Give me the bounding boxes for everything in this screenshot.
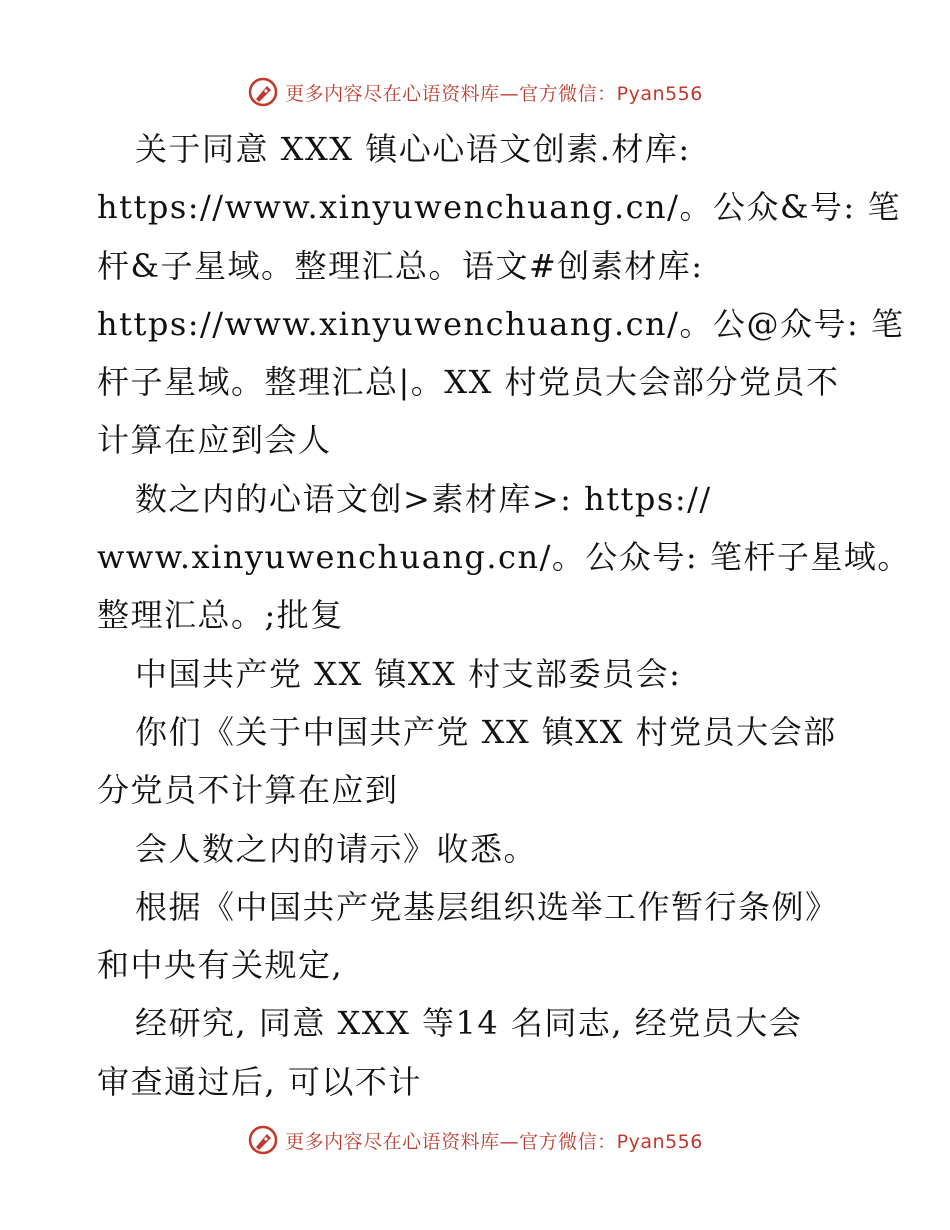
document-line: 你们《关于中国共产党 XX 镇XX 村党员大会部 [135,712,837,751]
banner-text [285,79,703,106]
banner-text [285,1127,703,1154]
document-line: 杆子星域。整理汇总|。XX 村党员大会部分党员不 [97,363,840,402]
wechat-id: Pyan556 [616,82,703,105]
footer-banner [0,1120,950,1160]
banner-label: 更多内容尽在心语资料库—官方微信： [285,1130,617,1153]
pen-nib-icon [247,76,279,108]
header-banner [0,72,950,112]
document-body [97,120,911,1111]
document-line: 分党员不计算在应到 [97,771,399,810]
document-line: 整理汇总。;批复 [97,596,344,635]
document-line: 数之内的心语文创>素材库>: https:// [135,479,712,518]
document-line: 会人数之内的请示》收悉。 [135,829,538,868]
document-line: 审查通过后, 可以不计 [97,1062,422,1101]
document-line: https://www.xinyuwenchuang.cn/。公众&号: 笔 [97,188,901,227]
document-line: 杆&子星域。整理汇总。语文#创素材库: [97,246,704,285]
banner-label: 更多内容尽在心语资料库—官方微信： [285,82,617,105]
document-line: www.xinyuwenchuang.cn/。公众号: 笔杆子星域。 [97,538,911,577]
document-line: 中国共产党 XX 镇XX 村支部委员会: [135,654,682,693]
document-line: 关于同意 XXX 镇心心语文创素.材库: [135,130,691,168]
document-line: 根据《中国共产党基层组织选举工作暂行条例》 [135,887,839,926]
document-line: 经研究, 同意 XXX 等14 名同志, 经党员大会 [135,1004,803,1043]
document-line: https://www.xinyuwenchuang.cn/。公@众号: 笔 [97,304,905,343]
document-line: 和中央有关规定, [97,946,344,985]
wechat-id: Pyan556 [616,1130,703,1153]
pen-nib-icon [247,1124,279,1156]
document-line: 计算在应到会人 [97,421,332,460]
